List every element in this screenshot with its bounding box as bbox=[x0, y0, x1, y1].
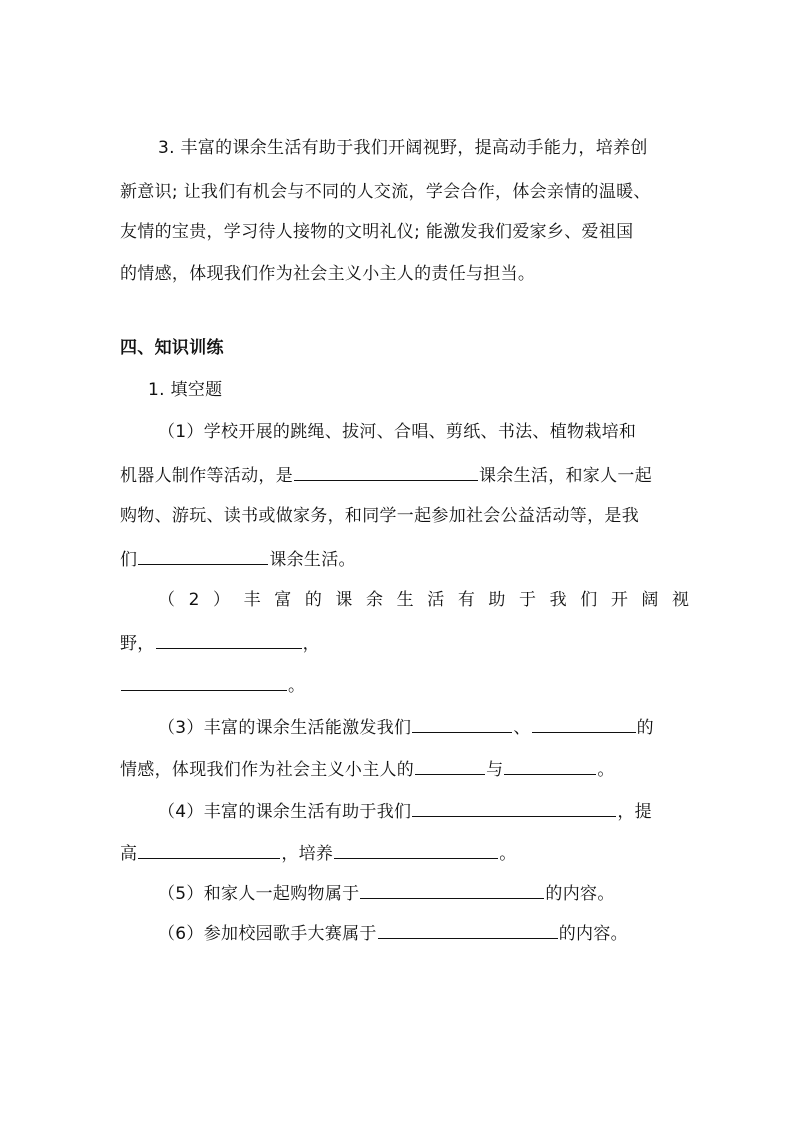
q5-text-b: 的内容。 bbox=[545, 884, 615, 904]
q3-text-d: 情感，体现我们作为社会主义小主人的 bbox=[120, 760, 415, 780]
q3-blank-1[interactable] bbox=[412, 714, 512, 733]
q4-blank-2[interactable] bbox=[138, 840, 280, 859]
q3-blank-4[interactable] bbox=[504, 756, 596, 775]
q3-text-c: 的 bbox=[636, 718, 654, 738]
q2-line-1: （2）丰富的课余生活有助于我们开阔视 bbox=[158, 590, 703, 610]
q1-line-1: （1）学校开展的跳绳、拔河、合唱、剪纸、书法、植物栽培和 bbox=[158, 422, 637, 442]
exercise-type-label: 1. 填空题 bbox=[148, 380, 223, 400]
q2-text-b: ， bbox=[302, 634, 320, 654]
q3-line-1 bbox=[158, 714, 654, 740]
q5-text-a: （5）和家人一起购物属于 bbox=[158, 884, 360, 904]
q1-text-b: 课余生活，和家人一起 bbox=[479, 466, 652, 486]
q3-text-e: 与 bbox=[486, 760, 504, 780]
q1-line-4 bbox=[120, 546, 356, 572]
q4-line-2 bbox=[120, 840, 517, 866]
q1-line-3: 购物、游玩、读书或做家务，和同学一起参加社会公益活动等，是我 bbox=[120, 506, 639, 526]
q4-text-b: ，提 bbox=[617, 802, 652, 822]
q2-line-3 bbox=[120, 672, 305, 698]
paragraph-3-line-4: 的情感，体现我们作为社会主义小主人的责任与担当。 bbox=[120, 264, 536, 284]
q4-text-e: 。 bbox=[499, 844, 517, 864]
paragraph-3-line-1: 3. 丰富的课余生活有助于我们开阔视野，提高动手能力，培养创 bbox=[158, 138, 648, 158]
paragraph-3-line-3: 友情的宝贵，学习待人接物的文明礼仪; 能激发我们爱家乡、爱祖国 bbox=[120, 222, 634, 242]
q3-blank-3[interactable] bbox=[415, 756, 485, 775]
section-heading: 四、知识训练 bbox=[120, 338, 224, 358]
q3-line-2 bbox=[120, 756, 615, 782]
q6-blank[interactable] bbox=[378, 920, 558, 939]
q2-blank-2[interactable] bbox=[121, 672, 287, 691]
q4-text-a: （4）丰富的课余生活有助于我们 bbox=[158, 802, 412, 822]
q4-blank-3[interactable] bbox=[334, 840, 498, 859]
paragraph-3-line-2: 新意识; 让我们有机会与不同的人交流，学会合作，体会亲情的温暖、 bbox=[120, 182, 651, 202]
q1-text-a: 机器人制作等活动，是 bbox=[120, 466, 293, 486]
q4-text-c: 高 bbox=[120, 844, 138, 864]
q4-line-1 bbox=[158, 798, 652, 824]
q2-text-c: 。 bbox=[288, 676, 306, 696]
q6-line bbox=[158, 920, 628, 946]
q2-blank-1[interactable] bbox=[156, 630, 302, 649]
q3-text-b: 、 bbox=[513, 718, 531, 738]
q6-text-b: 的内容。 bbox=[558, 924, 628, 944]
q5-blank[interactable] bbox=[360, 880, 544, 899]
q3-text-a: （3）丰富的课余生活能激发我们 bbox=[158, 718, 412, 738]
q3-blank-2[interactable] bbox=[532, 714, 636, 733]
q1-line-2 bbox=[120, 462, 652, 488]
q5-line bbox=[158, 880, 615, 906]
q6-text-a: （6）参加校园歌手大赛属于 bbox=[158, 924, 377, 944]
q1-text-c: 们 bbox=[120, 550, 138, 570]
q2-text-a: 野， bbox=[120, 634, 155, 654]
q1-blank-2[interactable] bbox=[138, 546, 268, 565]
q1-blank-1[interactable] bbox=[294, 462, 478, 481]
q3-text-f: 。 bbox=[597, 760, 615, 780]
q4-text-d: ，培养 bbox=[281, 844, 334, 864]
q1-text-d: 课余生活。 bbox=[269, 550, 356, 570]
q2-line-2 bbox=[120, 630, 320, 656]
q4-blank-1[interactable] bbox=[412, 798, 616, 817]
